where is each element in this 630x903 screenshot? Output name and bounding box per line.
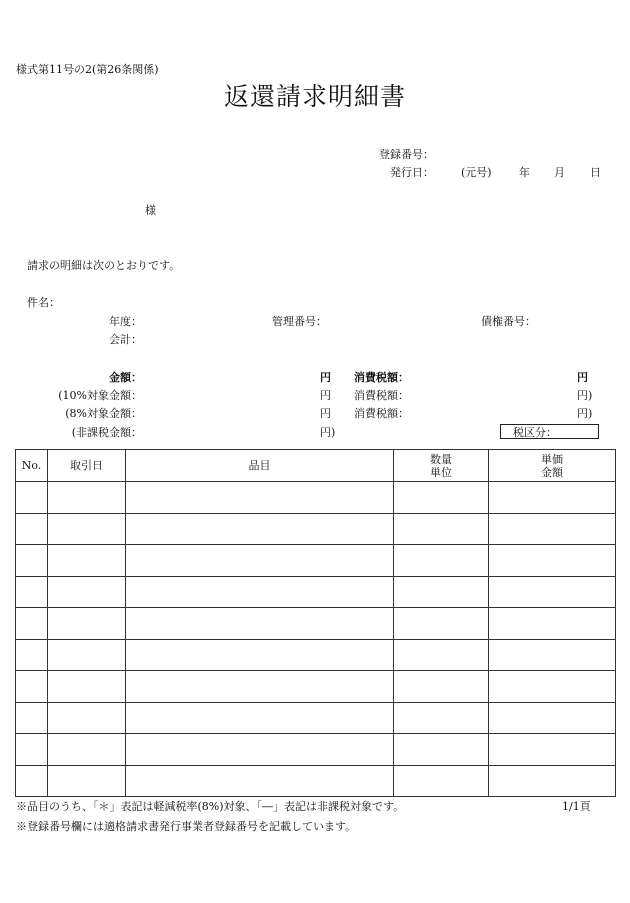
cell-date	[48, 608, 126, 640]
year-label: 年	[519, 166, 530, 179]
header-item: 品目	[126, 450, 394, 482]
table-row	[16, 639, 616, 671]
cell-date	[48, 734, 126, 766]
amount-yen: 円	[320, 371, 331, 384]
pct10-tax-yen: 円)	[577, 389, 593, 402]
detail-table	[15, 449, 616, 797]
cell-date	[48, 545, 126, 577]
cell-date	[48, 702, 126, 734]
cell-no	[16, 608, 48, 640]
header-quantity-unit	[394, 450, 489, 482]
table-header-row	[16, 450, 616, 482]
form-code: 様式第11号の2(第26条関係)	[16, 63, 159, 76]
table-row	[16, 734, 616, 766]
footnote-registration: ※登録番号欄には適格請求書発行事業者登録番号を記載しています。	[16, 820, 357, 833]
day-label: 日	[590, 166, 601, 179]
accounting-label: 会計：	[109, 333, 142, 346]
pct10-amount-yen: 円	[320, 389, 331, 402]
cell-price-amount	[489, 765, 616, 797]
header-unit-price: 単価	[541, 452, 563, 466]
page-number: 1/1頁	[562, 800, 591, 813]
footnote-reduced-rate: ※品目のうち、「＊」表記は軽減税率(8%)対象、「―」表記は非課税対象です。	[16, 800, 405, 813]
table-row	[16, 545, 616, 577]
consumption-tax-yen: 円	[577, 371, 588, 384]
cell-price-amount	[489, 608, 616, 640]
consumption-tax-label: 消費税額：	[354, 371, 409, 384]
cell-no	[16, 671, 48, 703]
cell-item	[126, 513, 394, 545]
cell-date	[48, 639, 126, 671]
cell-price-amount	[489, 576, 616, 608]
cell-quantity-unit	[394, 702, 489, 734]
cell-no	[16, 702, 48, 734]
pct8-amount-yen: 円	[320, 407, 331, 420]
cell-no	[16, 576, 48, 608]
cell-no	[16, 482, 48, 514]
cell-date	[48, 482, 126, 514]
table-row	[16, 482, 616, 514]
cell-price-amount	[489, 639, 616, 671]
cell-quantity-unit	[394, 765, 489, 797]
cell-no	[16, 639, 48, 671]
pct8-tax-label: 消費税額：	[354, 407, 409, 420]
intro-text: 請求の明細は次のとおりです。	[27, 259, 181, 272]
cell-date	[48, 576, 126, 608]
subject-label: 件名：	[27, 296, 60, 309]
claim-number-label: 債権番号：	[481, 315, 536, 328]
table-row	[16, 702, 616, 734]
cell-no	[16, 734, 48, 766]
header-price-amount	[489, 450, 616, 482]
table-row	[16, 576, 616, 608]
cell-item	[126, 671, 394, 703]
month-label: 月	[554, 166, 565, 179]
cell-item	[126, 608, 394, 640]
header-amount: 金額	[541, 465, 563, 479]
cell-item	[126, 545, 394, 577]
table-body	[16, 482, 616, 797]
cell-date	[48, 513, 126, 545]
registration-number-label: 登録番号：	[379, 148, 434, 161]
fiscal-year-label: 年度：	[109, 315, 142, 328]
cell-price-amount	[489, 513, 616, 545]
cell-quantity-unit	[394, 482, 489, 514]
amount-label: 金額：	[109, 371, 142, 384]
cell-item	[126, 765, 394, 797]
cell-quantity-unit	[394, 608, 489, 640]
cell-item	[126, 482, 394, 514]
pct10-tax-label: 消費税額：	[354, 389, 409, 402]
cell-date	[48, 765, 126, 797]
cell-quantity-unit	[394, 734, 489, 766]
header-no: No.	[16, 450, 48, 482]
header-unit: 単位	[430, 465, 452, 479]
cell-price-amount	[489, 671, 616, 703]
pct8-tax-yen: 円)	[577, 407, 593, 420]
cell-date	[48, 671, 126, 703]
era-label: (元号)	[461, 166, 492, 179]
cell-no	[16, 545, 48, 577]
cell-item	[126, 639, 394, 671]
cell-quantity-unit	[394, 639, 489, 671]
table-row	[16, 671, 616, 703]
cell-quantity-unit	[394, 545, 489, 577]
header-quantity: 数量	[430, 452, 452, 466]
cell-price-amount	[489, 482, 616, 514]
pct10-amount-label: (10%対象金額：	[58, 389, 142, 402]
cell-item	[126, 734, 394, 766]
cell-price-amount	[489, 734, 616, 766]
non-taxable-amount-yen: 円)	[320, 426, 336, 439]
cell-quantity-unit	[394, 513, 489, 545]
table-row	[16, 765, 616, 797]
table-row	[16, 608, 616, 640]
header-transaction-date: 取引日	[48, 450, 126, 482]
recipient-suffix: 様	[145, 204, 156, 217]
cell-price-amount	[489, 545, 616, 577]
cell-item	[126, 702, 394, 734]
cell-price-amount	[489, 702, 616, 734]
issue-date-label: 発行日：	[390, 166, 434, 179]
pct8-amount-label: (8%対象金額：	[65, 407, 142, 420]
cell-quantity-unit	[394, 671, 489, 703]
cell-no	[16, 513, 48, 545]
table-row	[16, 513, 616, 545]
non-taxable-amount-label: (非課税金額：	[71, 426, 142, 439]
tax-category-label: 税区分：	[513, 426, 557, 439]
document-title: 返還請求明細書	[223, 82, 406, 111]
cell-item	[126, 576, 394, 608]
management-number-label: 管理番号：	[272, 315, 327, 328]
cell-no	[16, 765, 48, 797]
cell-quantity-unit	[394, 576, 489, 608]
